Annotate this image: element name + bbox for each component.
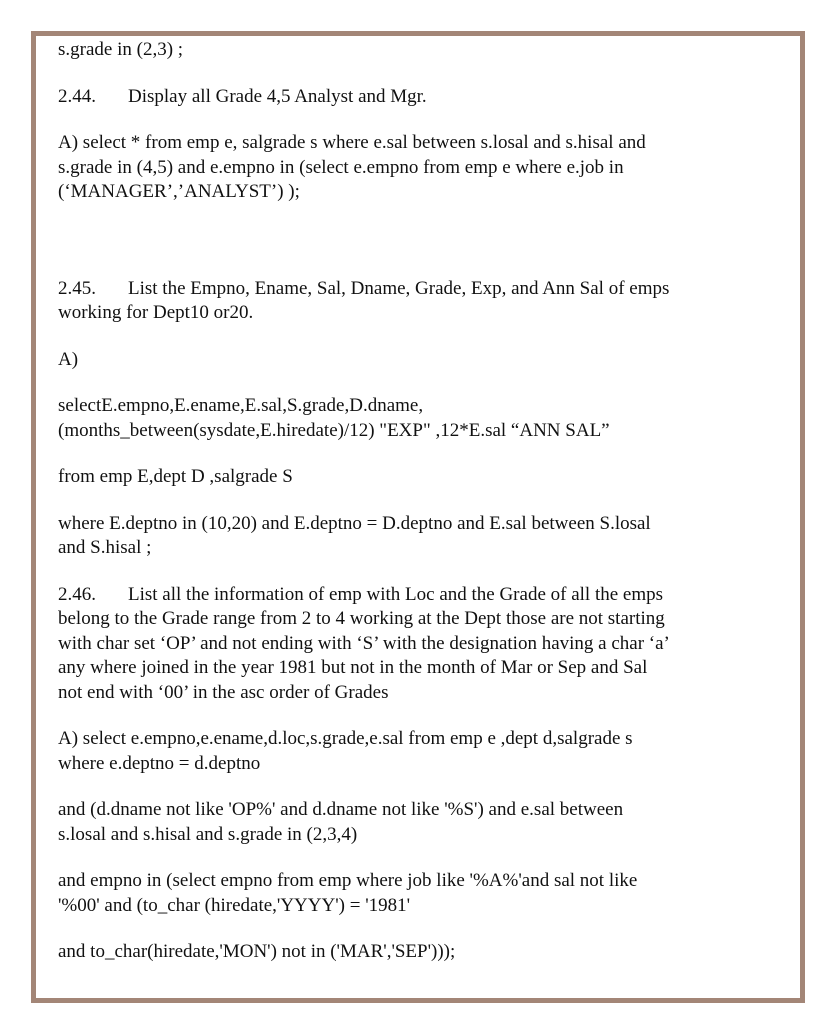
document-page xyxy=(58,38,763,965)
answer-2-46-select xyxy=(58,727,763,776)
answer-line: and S.hisal ; xyxy=(58,537,152,558)
question-text: List all the information of emp with Loc and the Grade of all the emps xyxy=(128,583,664,605)
answer-2-46-and-2 xyxy=(58,869,763,918)
answer-line: selectE.empno,E.ename,E.sal,S.grade,D.dname, xyxy=(58,395,424,416)
question-text: working for Dept10 or20. xyxy=(58,302,254,323)
question-text: with char set ‘OP’ and not ending with ‘S’ with the designation having a char ‘a’ xyxy=(58,632,670,654)
answer-line: where E.deptno in (10,20) and E.deptno = D.deptno and E.sal between S.losal xyxy=(58,512,651,534)
answer-line: s.grade in (4,5) and e.empno in (select e.empno from emp e where e.job in xyxy=(58,156,624,178)
answer-line: (months_between(sysdate,E.hiredate)/12) "EXP" ,12*E.sal “ANN SAL” xyxy=(58,419,610,441)
question-text: List the Empno, Ename, Sal, Dname, Grade, Exp, and Ann Sal of emps xyxy=(128,277,670,299)
answer-line: s.losal and s.hisal and s.grade in (2,3,4) xyxy=(58,823,358,845)
question-text: Display all Grade 4,5 Analyst and Mgr. xyxy=(128,85,427,107)
answer-line: and (d.dname not like 'OP%' and d.dname not like '%S') and e.sal between xyxy=(58,799,624,820)
answer-label: A) xyxy=(58,348,79,370)
continuation-line: s.grade in (2,3) ; xyxy=(58,39,184,60)
question-2-44 xyxy=(58,85,763,110)
answer-2-46-and-3: and to_char(hiredate,'MON') not in ('MAR','SEP'))); xyxy=(58,941,456,962)
answer-line: A) select e.empno,e.ename,d.loc,s.grade,e.sal from emp e ,dept d,salgrade s xyxy=(58,728,633,749)
question-number: 2.46. xyxy=(58,583,96,605)
question-2-45 xyxy=(58,277,763,326)
question-text: belong to the Grade range from 2 to 4 working at the Dept those are not starting xyxy=(58,608,665,629)
question-text: any where joined in the year 1981 but not in the month of Mar or Sep and Sal xyxy=(58,657,648,678)
answer-2-45-select xyxy=(58,394,763,443)
question-text: not end with ‘00’ in the asc order of Grades xyxy=(58,681,389,703)
answer-2-46-and-1 xyxy=(58,798,763,847)
question-2-46 xyxy=(58,583,763,706)
answer-line: (‘MANAGER’,’ANALYST’) ); xyxy=(58,181,300,202)
question-number: 2.44. xyxy=(58,85,96,107)
answer-2-45-from: from emp E,dept D ,salgrade S xyxy=(58,466,293,487)
answer-2-45-where xyxy=(58,512,763,561)
answer-line: A) select * from emp e, salgrade s where e.sal between s.losal and s.hisal and xyxy=(58,132,646,153)
answer-line: and empno in (select empno from emp where job like '%A%'and sal not like xyxy=(58,870,638,891)
answer-line: where e.deptno = d.deptno xyxy=(58,752,261,774)
question-number: 2.45. xyxy=(58,277,96,299)
answer-2-44 xyxy=(58,131,763,205)
answer-line: '%00' and (to_char (hiredate,'YYYY') = '1981' xyxy=(58,894,411,916)
